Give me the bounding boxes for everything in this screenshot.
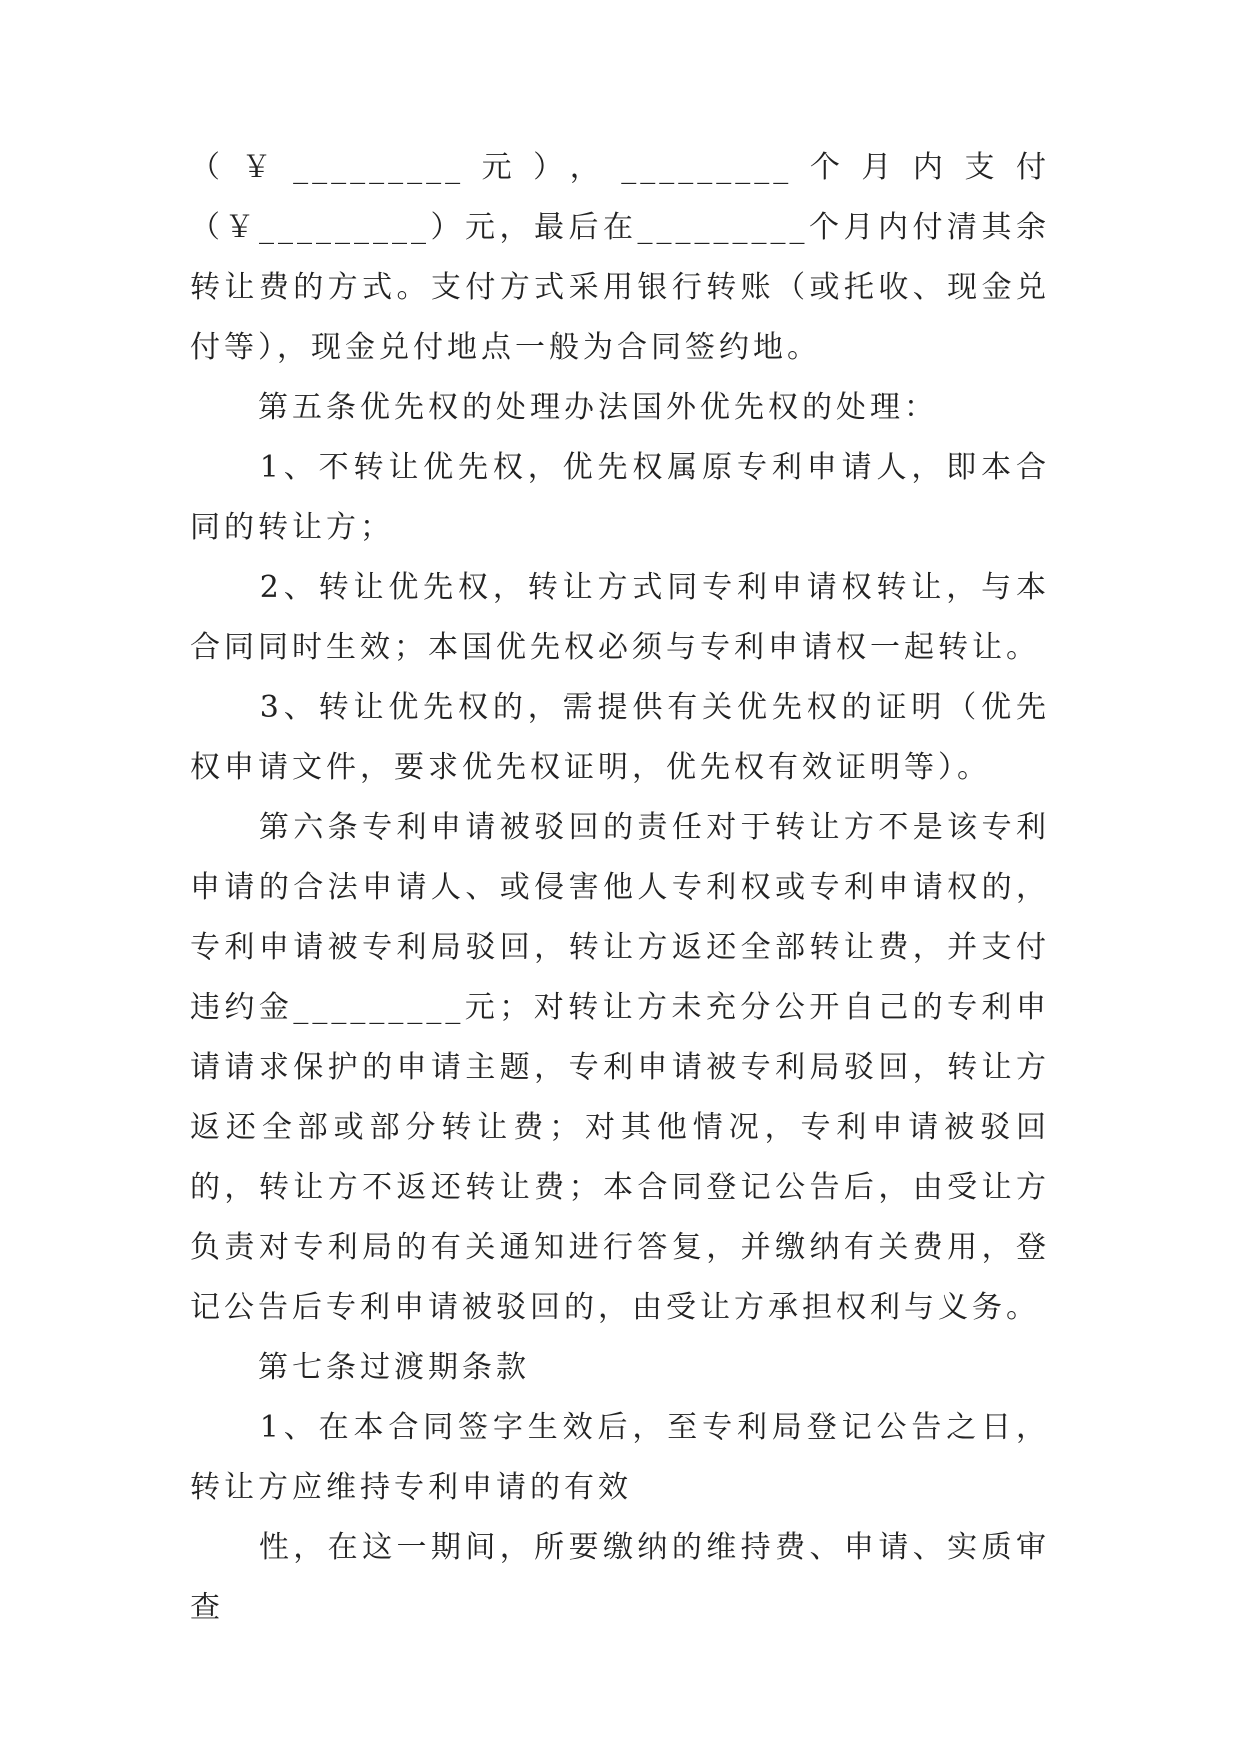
paragraph-article-5-item-2: 2、转让优先权，转让方式同专利申请权转让，与本合同同时生效；本国优先权必须与专利申请权一起转让。 — [190, 570, 1050, 665]
paragraph-article-7-continuation: 性，在这一期间，所要缴纳的维持费、申请、实质审查 — [190, 1530, 1050, 1625]
document-page — [190, 0, 1050, 1754]
paragraph-article-5-item-3: 3、转让优先权的，需提供有关优先权的证明（优先权申请文件，要求优先权证明，优先权有效证明等）。 — [190, 690, 1050, 785]
paragraph-article-7-item-1: 1、在本合同签字生效后，至专利局登记公告之日，转让方应维持专利申请的有效 — [190, 1410, 1050, 1505]
paragraph-payment-terms: （￥_________元），_________个月内支付（￥_________）元，最后在_________个月内付清其余转让费的方式。支付方式采用银行转账（或托收、现金兑付等），现金兑付地点一般为合同签约地。 — [190, 150, 1050, 365]
paragraph-article-7-heading: 第七条过渡期条款 — [190, 1350, 530, 1385]
paragraph-article-6: 第六条专利申请被驳回的责任对于转让方不是该专利申请的合法申请人、或侵害他人专利权或专利申请权的，专利申请被专利局驳回，转让方返还全部转让费，并支付违约金_________元；对转让方未充分公开自己的专利申请请求保护的申请主题，专利申请被专利局驳回，转让方返还全部或部分转让费；对其他情况，专利申请被驳回的，转让方不返还转让费；本合同登记公告后，由受让方负责对专利局的有关通知进行答复，并缴纳有关费用，登记公告后专利申请被驳回的，由受让方承担权利与义务。 — [190, 810, 1050, 1325]
paragraph-article-5-heading: 第五条优先权的处理办法国外优先权的处理： — [190, 390, 938, 425]
paragraph-article-5-item-1: 1、不转让优先权，优先权属原专利申请人，即本合同的转让方； — [190, 450, 1050, 545]
